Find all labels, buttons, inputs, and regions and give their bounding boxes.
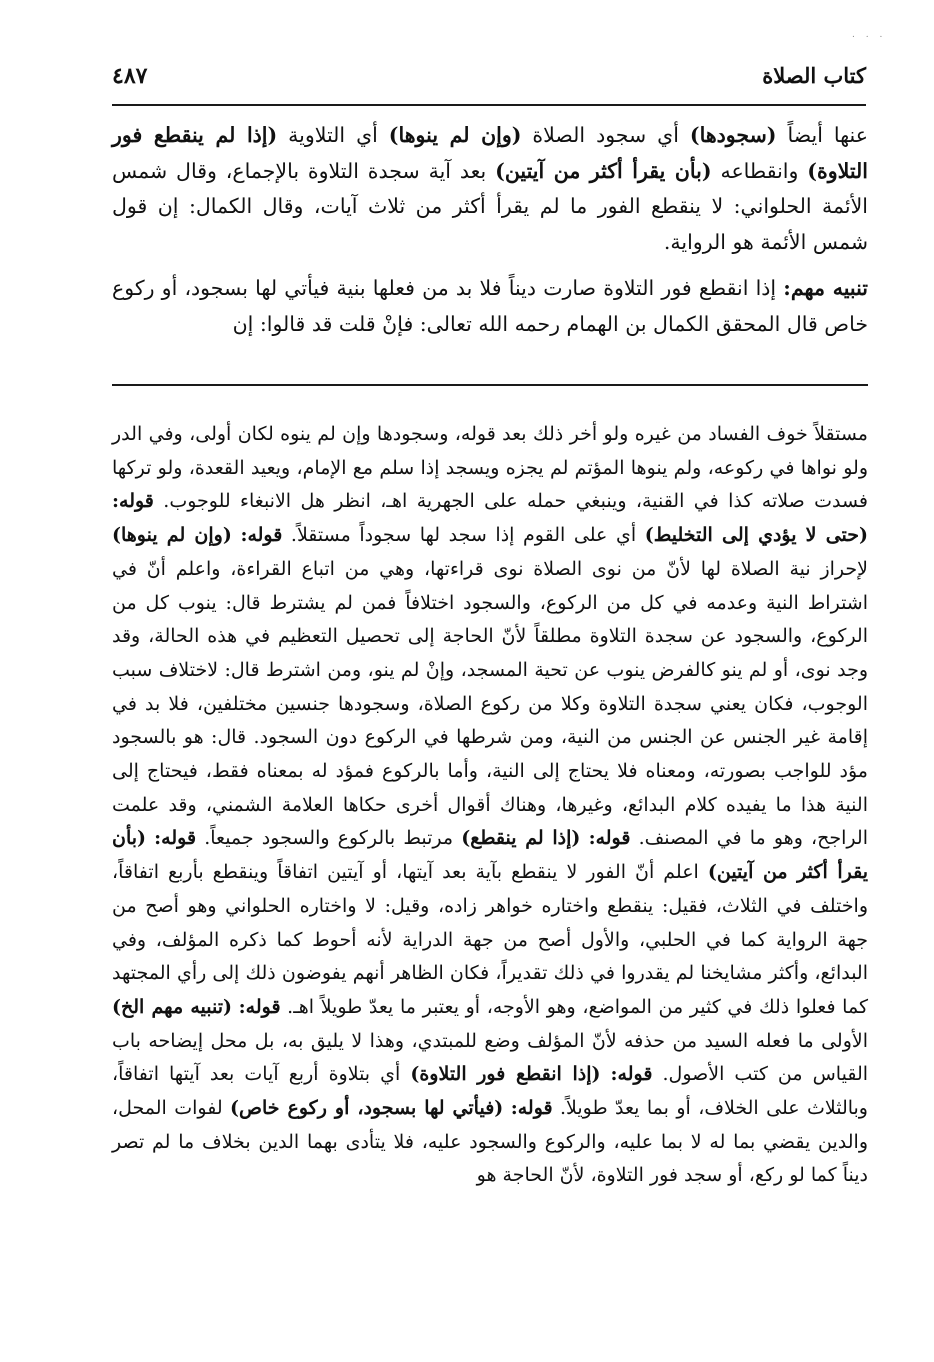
text-run: [503, 1097, 510, 1119]
bold-text-run: (فيأتي لها بسجود، أو ركوع خاص): [230, 1097, 504, 1120]
bold-text-run: (إذا لم ينقطع فور التلاوة): [112, 123, 868, 183]
bold-text-run: (حتى لا يؤدي إلى التخليط): [644, 524, 868, 547]
commentary-paragraph: [112, 418, 868, 1193]
bold-text-run: (بأن يقرأ أكثر من آيتين): [495, 158, 712, 183]
text-run: [580, 827, 588, 849]
page-header: [112, 62, 866, 106]
bold-text-run: (تنبيه مهم الخ): [112, 995, 232, 1018]
bold-text-run: قوله:: [240, 524, 283, 547]
main-text: [112, 118, 868, 342]
book-title: كتاب الصلاة: [762, 63, 866, 88]
text-run: أي بتلاوة أربع آيات بعد آيتها اتفاقاً، وبالثلاث على الخلاف، أو بما يعدّ طويلاً.: [112, 1063, 868, 1120]
text-run: اعلم أنّ الفور لا ينقطع بآية بعد آيتها، أو آيتين اتفاقاً وينقطع بأربع اتفاقاً، واختلف في الثلاث، فقيل: ينقطع واختاره خواهر زاده، وقيل: لا واختاره الحلواني وهو أصح من جهة الرواية كما في الحلبي، والأول أصح من جهة الدراية لأنه أحوط كما ذكره المؤلف، وفي البدائع، وأكثر مشايخنا لم يقدروا في ذلك تقديراً، فكان الظاهر أنهم يفوضون ذلك إلى رأي المجتهد كما فعلوا ذلك في كثير من المواضع، وهو الأوجه، أو يعتبر ما يعدّ طويلاً اهـ.: [112, 861, 868, 1018]
bold-text-run: (وإن لم ينوها): [388, 123, 522, 147]
text-run: عنها أيضاً: [776, 123, 868, 147]
footnote-divider: [112, 384, 868, 386]
bold-text-run: (سجودها): [689, 123, 777, 147]
main-paragraph-1: [112, 118, 868, 260]
page-number: ٤٨٧: [112, 63, 148, 89]
text-run: الأولى ما فعله السيد من حذفه لأنّ المؤلف وضع للمبتدي، وهذا لا يليق به، بل محل إيضاحه باب القياس من كتب الأصول.: [112, 1029, 869, 1086]
bold-text-run: (بأن يقرأ أكثر من آيتين): [112, 827, 868, 884]
text-run: مرتبط بالركوع والسجود جميعاً.: [196, 827, 462, 850]
bold-text-run: قوله:: [238, 995, 281, 1018]
main-paragraph-2: [112, 271, 868, 342]
text-run: وانقطاعه: [711, 158, 808, 183]
text-run: أي التلاوية: [277, 123, 389, 147]
text-run: أي سجود الصلاة: [521, 123, 690, 147]
bold-text-run: (إذا لم ينقطع): [461, 827, 581, 850]
bold-text-run: قوله:: [112, 490, 154, 513]
bold-text-run: (إذا انقطع فور التلاوة): [410, 1063, 601, 1086]
text-run: لإحراز نية الصلاة لها لأنّ من نوى الصلاة نوى قراءتها، وهي من اتباع القراءة، واعلم أنّ في اشتراط النية وعدمه في كل من الركوع، والسجود اختلافاً فمن لم يشترط قال: ينوب كل من الركوع، والسجود عن سجدة التلاوة مطلقاً لأنّ الحاجة إلى تحصيل التعظيم في هذه الحالة، وقد وجد نوى، أو لم ينو كالفرض ينوب عن تحية المسجد، وإنْ لم ينو، ومن اشترط قال: لاختلاف سبب الوجوب، فكان يعني سجدة التلاوة وكلا من ركوع الصلاة، وسجودها جنسين مختلفين، فلا بد في إقامة غير الجنس عن الجنس من النية، ومن شرطها في الركوع دون السجود. قال: هو بالسجود مؤد للواجب بصورته، ومعناه فلا يحتاج إلى النية، وأما بالركوع فمؤد له بمعناه فقط، فيحتاج إلى النية هذا ما يفيده كلام البدائع، وغيرها، وهناك أقوال أخرى حكاها العلامة الشمني، وقد علمت الراجح، وهو ما في المصنف.: [112, 557, 868, 850]
text-run: [600, 1063, 610, 1085]
text-run: [232, 996, 239, 1018]
text-run: أي على القوم إذا سجد لها سجوداً مستقلاً.: [282, 524, 645, 547]
bold-text-run: (وإن لم ينوها): [112, 524, 232, 547]
bold-text-run: قوله:: [610, 1063, 653, 1086]
bold-text-run: تنبيه مهم:: [783, 276, 868, 300]
bold-text-run: قوله:: [154, 827, 197, 850]
text-run: مستقلاً خوف الفساد من غيره ولو أخر ذلك بعد قوله، وسجودها وإن لم ينوه لكان أولى، وفي الدر ولو نواها في ركوعه، ولم ينوها المؤتم لم يجزه ويسجد إذا سلم مع الإمام، ويعيد القعدة، ولو تركها فسدت صلاته كذا في القنية، وينبغي حمله على الجهرية اهـ، انظر هل الانبغاء للوجوب.: [112, 423, 868, 513]
bold-text-run: قوله:: [588, 827, 631, 850]
commentary-text: [112, 418, 868, 1193]
corner-speck-mark: . . .: [852, 30, 887, 40]
text-run: لفوات المحل، والدين يقضي بما له لا بما عليه، والركوع والسجود عليه، فلا يتأدى بهما الدين بخلاف ما لم تصر ديناً كما لو ركع، أو سجد فور التلاوة، لأنّ الحاجة هو: [112, 1097, 868, 1187]
bold-text-run: قوله:: [510, 1097, 553, 1120]
text-run: بعد آية سجدة التلاوة بالإجماع، وقال شمس الأئمة الحلواني: لا ينقطع الفور ما لم يقرأ أكثر من ثلاث آيات، وقال الكمال: إن قول شمس الأئمة هو الرواية.: [112, 158, 868, 254]
text-run: إذا انقطع فور التلاوة صارت ديناً فلا بد من فعلها بنية فيأتي لها بسجود، أو ركوع خاص قال المحقق الكمال بن الهمام رحمه الله تعالى: فإنْ قلت قد قالوا: إن: [112, 276, 868, 336]
text-run: [146, 827, 154, 849]
